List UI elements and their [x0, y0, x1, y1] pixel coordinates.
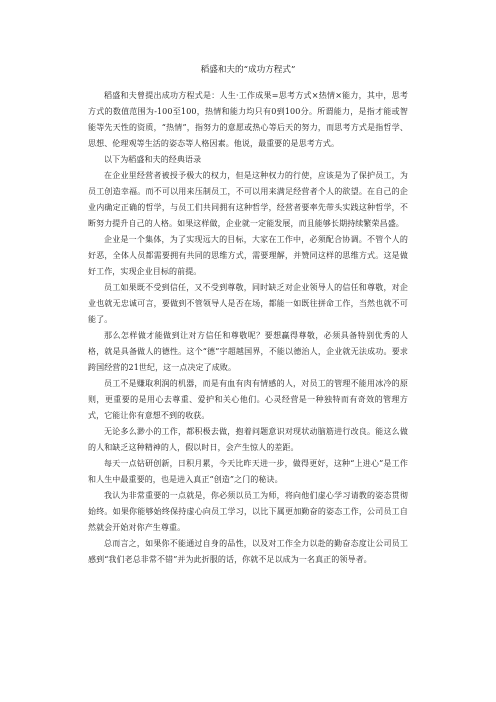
paragraph-virtue: 那么怎样做才能做到让对方信任和尊敬呢？要想赢得尊敬，必须具备特别优秀的人格，就是具备做人的德性。这个“德”字超越国界，不能以德治人，企业就无法成功。要求跨国经营的21世纪，这一点决定了成败。	[88, 331, 408, 372]
document-title: 稻盛和夫的“成功方程式”	[200, 65, 296, 75]
paragraph-employees: 员工不是赚取利润的机器，而是有血有肉有情感的人，对员工的管理不能用冰冷的原则，更重要的是用心去尊重、爱护和关心他们。心灵经营是一种独特而有奇效的管理方式，它能让你有意想不到的收获。	[88, 379, 408, 420]
paragraph-small-work: 无论多么渺小的工作，都积极去做，抱着问题意识对现状动脑筋进行改良。能这么做的人和缺乏这种精神的人，假以时日，会产生惊人的差距。	[88, 427, 408, 452]
paragraph-power: 在企业里经营者被授予极大的权力，但是这种权力的行使，应该是为了保护员工，为员工创造幸福。而不可以用来压制员工，不可以用来满足经营者个人的欲望。在自己的企业内确定正确的哲学，与员工们共同拥有这种哲学，经营者要率先带头实践这种哲学，不断努力提升自己的人格。如果这样做，企业就一定能发展，而且能够长期持续繁荣昌盛。	[88, 171, 408, 228]
paragraph-trust: 员工如果既不受到信任，又不受到尊敬，同时缺乏对企业领导人的信任和尊敬，对企业也就无忠诚可言，要做到不管领导人是否在场，都能一如既往拼命工作，当然也就不可能了。	[88, 283, 408, 324]
paragraph-formula: 稻盛和夫曾提出成功方程式是：人生·工作成果=思考方式×热情×能力，其中，思考方式的数值范围为-100至100，热情和能力均只有0到100分。所谓能力，是指才能或智能等先天性的资质，“热情”，指努力的意愿或热心等后天的努力，而思考方式是指哲学、思想、伦理观等生活的姿态等人格因素。他说，最重要的是思考方式。	[88, 91, 408, 148]
paragraph-progress: 每天一点钻研创新，日积月累，今天比昨天进一步，做得更好，这种“上进心”是工作和人生中最重要的，也是进入真正“创造”之门的秘诀。	[88, 459, 408, 484]
paragraph-quotes-heading: 以下为稻盛和夫的经典语录	[104, 155, 202, 164]
document-page	[88, 64, 408, 568]
paragraph-collective: 企业是一个集体，为了实现远大的目标，大家在工作中，必须配合协调。不管个人的好恶，全体人员都需要拥有共同的思维方式，需要理解，并赞同这样的思维方式。这是做好工作，实现企业目标的前提。	[88, 235, 408, 276]
paragraph-conclusion: 总而言之，如果你不能通过自身的品性，以及对工作全力以赴的勤奋态度让公司员工感到“我们老总非常不错”并为此折服的话，你就不足以成为一名真正的领导者。	[88, 539, 408, 564]
paragraph-learn: 我认为非常重要的一点就是，你必须以员工为师，将向他们虚心学习请教的姿态贯彻始终。如果你能够始终保持虚心向员工学习，以比下属更加勤奋的姿态工作，公司员工自然就会开始对你产生尊重。	[88, 491, 408, 532]
